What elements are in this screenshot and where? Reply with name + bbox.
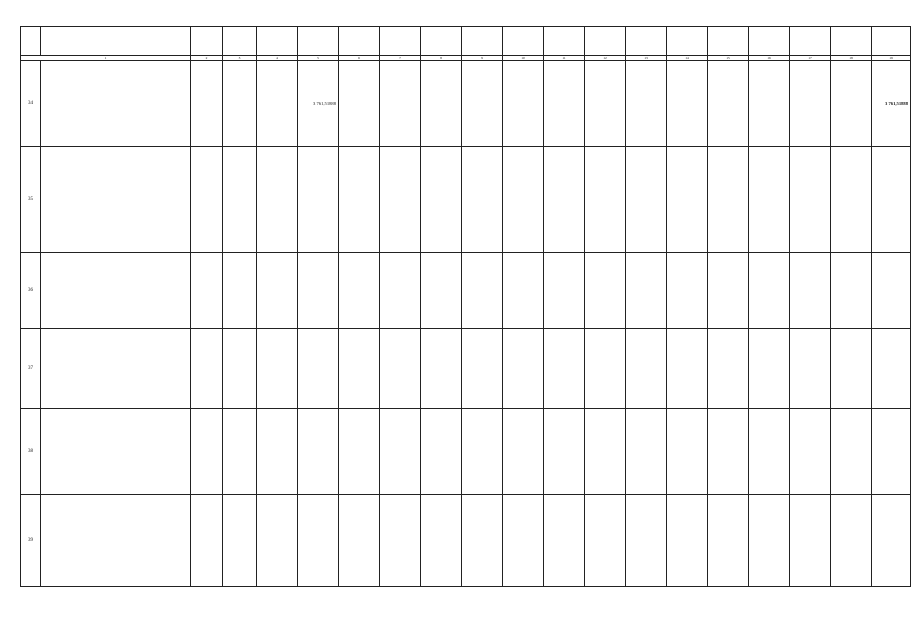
amount-cell (667, 61, 708, 147)
amount-cell (298, 253, 339, 329)
row-number: 36 (21, 253, 41, 329)
row-total (872, 329, 911, 409)
target-article-code (191, 495, 223, 587)
header-column-16 (708, 27, 749, 56)
amount-cell (790, 147, 831, 253)
administrator (223, 495, 257, 587)
administrator (223, 409, 257, 495)
row-number: 35 (21, 147, 41, 253)
column-number: 12 (585, 56, 626, 61)
amount-cell (544, 147, 585, 253)
amount-cell (749, 147, 790, 253)
amount-cell (298, 495, 339, 587)
amount-cell (380, 409, 421, 495)
column-number: 15 (708, 56, 749, 61)
amount-cell (462, 329, 503, 409)
header-target-code (191, 27, 223, 56)
amount-cell (257, 409, 298, 495)
amount-cell (421, 253, 462, 329)
amount-cell (667, 147, 708, 253)
header-column-14 (626, 27, 667, 56)
amount-cell (626, 329, 667, 409)
amount-cell (626, 147, 667, 253)
header-program-name (41, 27, 191, 56)
amount-cell (257, 253, 298, 329)
amount-cell (585, 495, 626, 587)
amount-cell (585, 147, 626, 253)
amount-cell (544, 329, 585, 409)
amount-cell (708, 61, 749, 147)
amount-cell (831, 329, 872, 409)
amount-cell (462, 61, 503, 147)
program-description (41, 495, 191, 587)
program-description (41, 409, 191, 495)
amount-cell (421, 495, 462, 587)
column-number: 17 (790, 56, 831, 61)
table-row (21, 329, 911, 409)
column-number: 13 (626, 56, 667, 61)
column-number: 16 (749, 56, 790, 61)
amount-cell (831, 495, 872, 587)
amount-cell (339, 253, 380, 329)
header-administrator (223, 27, 257, 56)
header-column-12 (544, 27, 585, 56)
amount-cell (667, 409, 708, 495)
target-article-code (191, 61, 223, 147)
amount-cell (298, 329, 339, 409)
amount-cell (708, 409, 749, 495)
amount-cell (257, 61, 298, 147)
amount-cell (421, 329, 462, 409)
administrator (223, 147, 257, 253)
amount-cell (544, 409, 585, 495)
column-number: 14 (667, 56, 708, 61)
amount-cell (585, 329, 626, 409)
target-article-code (191, 147, 223, 253)
header-column-9 (421, 27, 462, 56)
amount-cell (298, 147, 339, 253)
amount-cell (831, 61, 872, 147)
amount-cell (790, 495, 831, 587)
amount-cell (831, 253, 872, 329)
column-number: 6 (339, 56, 380, 61)
amount-cell (421, 61, 462, 147)
column-number: 7 (380, 56, 421, 61)
amount-cell (708, 147, 749, 253)
amount-cell (380, 495, 421, 587)
row-number: 38 (21, 409, 41, 495)
program-description (41, 253, 191, 329)
column-number: 5 (298, 56, 339, 61)
header-column-10 (462, 27, 503, 56)
amount-cell (626, 253, 667, 329)
header-column-6 (298, 27, 339, 56)
amount-cell (749, 329, 790, 409)
amount-cell (667, 329, 708, 409)
header-column-13 (585, 27, 626, 56)
column-number: 9 (462, 56, 503, 61)
header-column-17 (749, 27, 790, 56)
row-total (872, 147, 911, 253)
target-article-code (191, 253, 223, 329)
column-number: 10 (503, 56, 544, 61)
amount-cell (503, 147, 544, 253)
header-column-19 (831, 27, 872, 56)
table-row (21, 147, 911, 253)
amount-cell (339, 329, 380, 409)
header-total (872, 27, 911, 56)
amount-cell (831, 409, 872, 495)
row-total (872, 409, 911, 495)
amount-cell (708, 329, 749, 409)
row-number: 39 (21, 495, 41, 587)
amount-cell (462, 253, 503, 329)
amount-cell (380, 61, 421, 147)
program-description (41, 147, 191, 253)
header-column-11 (503, 27, 544, 56)
amount-cell (585, 61, 626, 147)
amount-cell (790, 409, 831, 495)
amount-cell (421, 409, 462, 495)
amount-cell (503, 61, 544, 147)
amount-cell (380, 329, 421, 409)
amount-cell (749, 495, 790, 587)
table-row (21, 253, 911, 329)
column-number: 1 (21, 56, 191, 61)
amount-cell (544, 253, 585, 329)
amount-cell (380, 253, 421, 329)
table-row (21, 61, 911, 147)
amount-cell (298, 409, 339, 495)
header-row-number (21, 27, 41, 56)
amount-cell: 3 761,51888 (298, 61, 339, 147)
amount-cell (503, 409, 544, 495)
column-number: 8 (421, 56, 462, 61)
amount-cell (585, 409, 626, 495)
header-column-5 (257, 27, 298, 56)
amount-cell (749, 253, 790, 329)
amount-cell (257, 329, 298, 409)
row-total (872, 253, 911, 329)
table-row (21, 409, 911, 495)
amount-cell (257, 495, 298, 587)
row-total (872, 495, 911, 587)
amount-cell (421, 147, 462, 253)
header-row (21, 27, 911, 56)
amount-cell (380, 147, 421, 253)
amount-cell (544, 61, 585, 147)
amount-cell (708, 253, 749, 329)
budget-allocation-table (20, 26, 911, 587)
amount-cell (503, 329, 544, 409)
target-article-code (191, 329, 223, 409)
column-number: 3 (223, 56, 257, 61)
amount-cell (749, 409, 790, 495)
header-column-15 (667, 27, 708, 56)
program-description (41, 329, 191, 409)
administrator (223, 253, 257, 329)
amount-cell (503, 495, 544, 587)
amount-cell (503, 253, 544, 329)
column-number: 2 (191, 56, 223, 61)
column-number: 11 (544, 56, 585, 61)
amount-cell (339, 495, 380, 587)
amount-cell (257, 147, 298, 253)
amount-cell (790, 329, 831, 409)
amount-cell (544, 495, 585, 587)
amount-cell (626, 61, 667, 147)
header-column-8 (380, 27, 421, 56)
amount-cell (790, 61, 831, 147)
column-number: 19 (872, 56, 911, 61)
administrator (223, 329, 257, 409)
amount-cell (462, 147, 503, 253)
administrator (223, 61, 257, 147)
table-row (21, 495, 911, 587)
column-number: 4 (257, 56, 298, 61)
amount-cell (462, 409, 503, 495)
row-total: 3 761,51888 (872, 61, 911, 147)
amount-cell (585, 253, 626, 329)
column-number: 18 (831, 56, 872, 61)
program-description (41, 61, 191, 147)
amount-cell (790, 253, 831, 329)
amount-cell (462, 495, 503, 587)
header-column-18 (790, 27, 831, 56)
amount-cell (626, 495, 667, 587)
amount-cell (667, 253, 708, 329)
target-article-code (191, 409, 223, 495)
amount-cell (626, 409, 667, 495)
amount-cell (708, 495, 749, 587)
amount-cell (831, 147, 872, 253)
amount-cell (339, 61, 380, 147)
amount-cell (667, 495, 708, 587)
amount-cell (749, 61, 790, 147)
header-column-7 (339, 27, 380, 56)
row-number: 37 (21, 329, 41, 409)
table-body (21, 61, 911, 587)
row-number: 34 (21, 61, 41, 147)
amount-cell (339, 409, 380, 495)
amount-cell (339, 147, 380, 253)
